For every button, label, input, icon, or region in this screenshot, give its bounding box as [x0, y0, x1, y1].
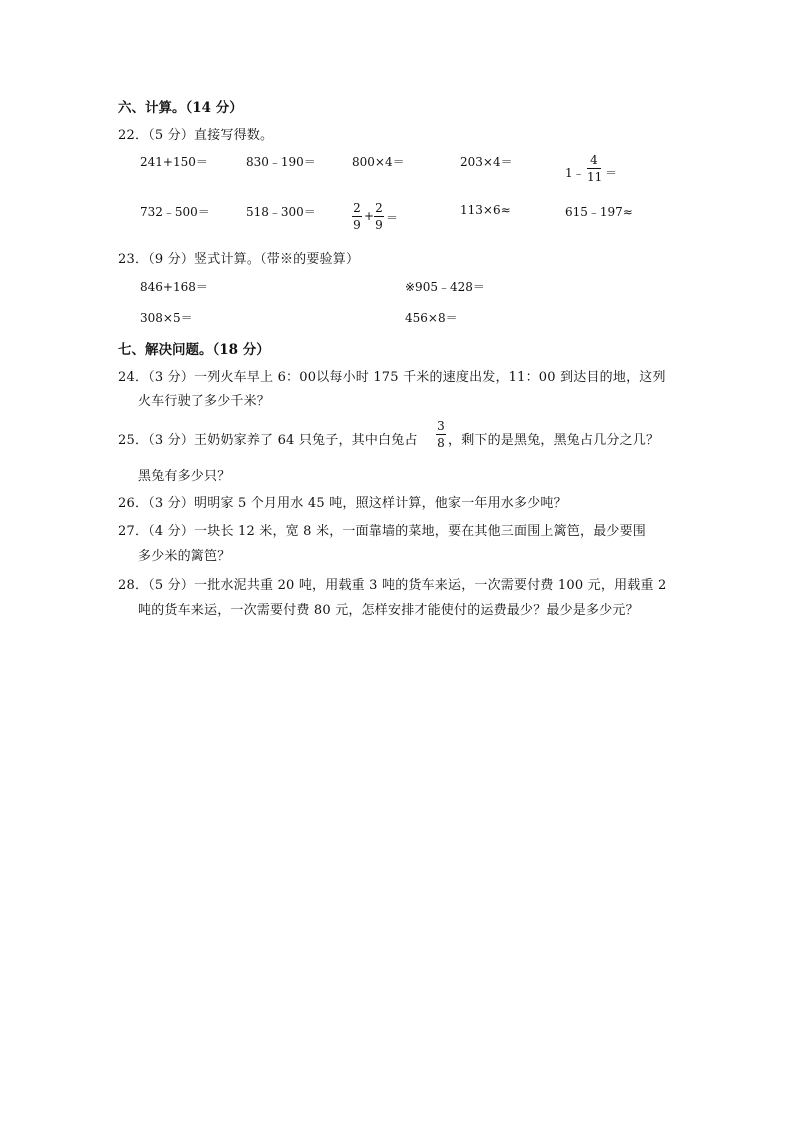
fraction-denominator: 9 — [353, 218, 361, 232]
q22-item-8-suffix: ＝ — [386, 211, 399, 225]
fraction-numerator: 2 — [375, 201, 383, 215]
q25-line-1-start: 25．（3 分）王奶奶家养了 64 只兔子，其中白兔占 — [118, 433, 418, 448]
q24-line-2: 火车行驶了多少千米？ — [138, 394, 271, 409]
fraction-denominator: 11 — [587, 170, 603, 184]
fraction-numerator: 2 — [353, 201, 361, 215]
q22-item-8-fraction-2 — [374, 201, 384, 232]
q22-item-10: 615﹣197≈ — [565, 205, 633, 219]
q22-item-5-prefix: 1﹣ — [565, 166, 585, 180]
section-7-title: 七、解决问题。（18 分） — [118, 342, 270, 358]
fraction-bar — [436, 434, 446, 435]
q22-item-2: 830﹣190＝ — [246, 155, 316, 169]
q23-item-1: 846+168＝ — [140, 280, 208, 294]
q22-item-4: 203×4＝ — [460, 155, 513, 169]
q22-item-7: 518﹣300＝ — [246, 205, 316, 219]
q25-fraction — [436, 419, 446, 450]
q23-item-4: 456×8＝ — [405, 311, 458, 325]
q24-line-1: 24．（3 分）一列火车早上 6：00以每小时 175 千米的速度出发，11：00 到达目的地，这列 — [118, 370, 666, 385]
q22-label: 22．（5 分）直接写得数。 — [118, 128, 274, 143]
fraction-bar — [352, 216, 362, 217]
q22-item-8-operator: + — [364, 209, 375, 223]
fraction-denominator: 9 — [375, 218, 383, 232]
q23-label: 23．（9 分）竖式计算。（带※的要验算） — [118, 252, 360, 267]
q22-item-1: 241+150＝ — [140, 155, 208, 169]
fraction-numerator: 3 — [437, 419, 445, 433]
section-6-title: 六、计算。（14 分） — [118, 100, 243, 116]
q22-item-5-fraction — [587, 153, 601, 184]
q23-item-3: 308×5＝ — [140, 311, 193, 325]
fraction-bar — [374, 216, 384, 217]
q25-line-1-end: ，剩下的是黑兔，黑兔占几分之几？ — [448, 433, 660, 448]
q28-line-2: 吨的货车来运，一次需要付费 80 元，怎样安排才能使付的运费最少？最少是多少元？ — [138, 603, 639, 618]
q22-item-8-fraction-1 — [352, 201, 362, 232]
q26-line-1: 26．（3 分）明明家 5 个月用水 45 吨，照这样计算，他家一年用水多少吨？ — [118, 496, 567, 511]
fraction-denominator: 8 — [437, 436, 445, 450]
q22-item-9: 113×6≈ — [460, 203, 511, 217]
fraction-numerator: 4 — [590, 153, 598, 167]
q28-line-1: 28．（5 分）一批水泥共重 20 吨，用载重 3 吨的货车来运，一次需要付费 100 元，用载重 2 — [118, 578, 667, 593]
q22-item-3: 800×4＝ — [352, 155, 405, 169]
q22-item-5-suffix: ＝ — [605, 166, 618, 180]
q23-item-2: ※905﹣428＝ — [405, 280, 485, 294]
q27-line-2: 多少米的篱笆？ — [138, 549, 231, 564]
fraction-bar — [587, 168, 601, 169]
q25-line-2: 黑兔有多少只？ — [138, 469, 231, 484]
q27-line-1: 27．（4 分）一块长 12 米，宽 8 米，一面靠墙的菜地，要在其他三面围上篱笆，最少要围 — [118, 524, 646, 539]
q22-item-6: 732﹣500＝ — [140, 205, 210, 219]
